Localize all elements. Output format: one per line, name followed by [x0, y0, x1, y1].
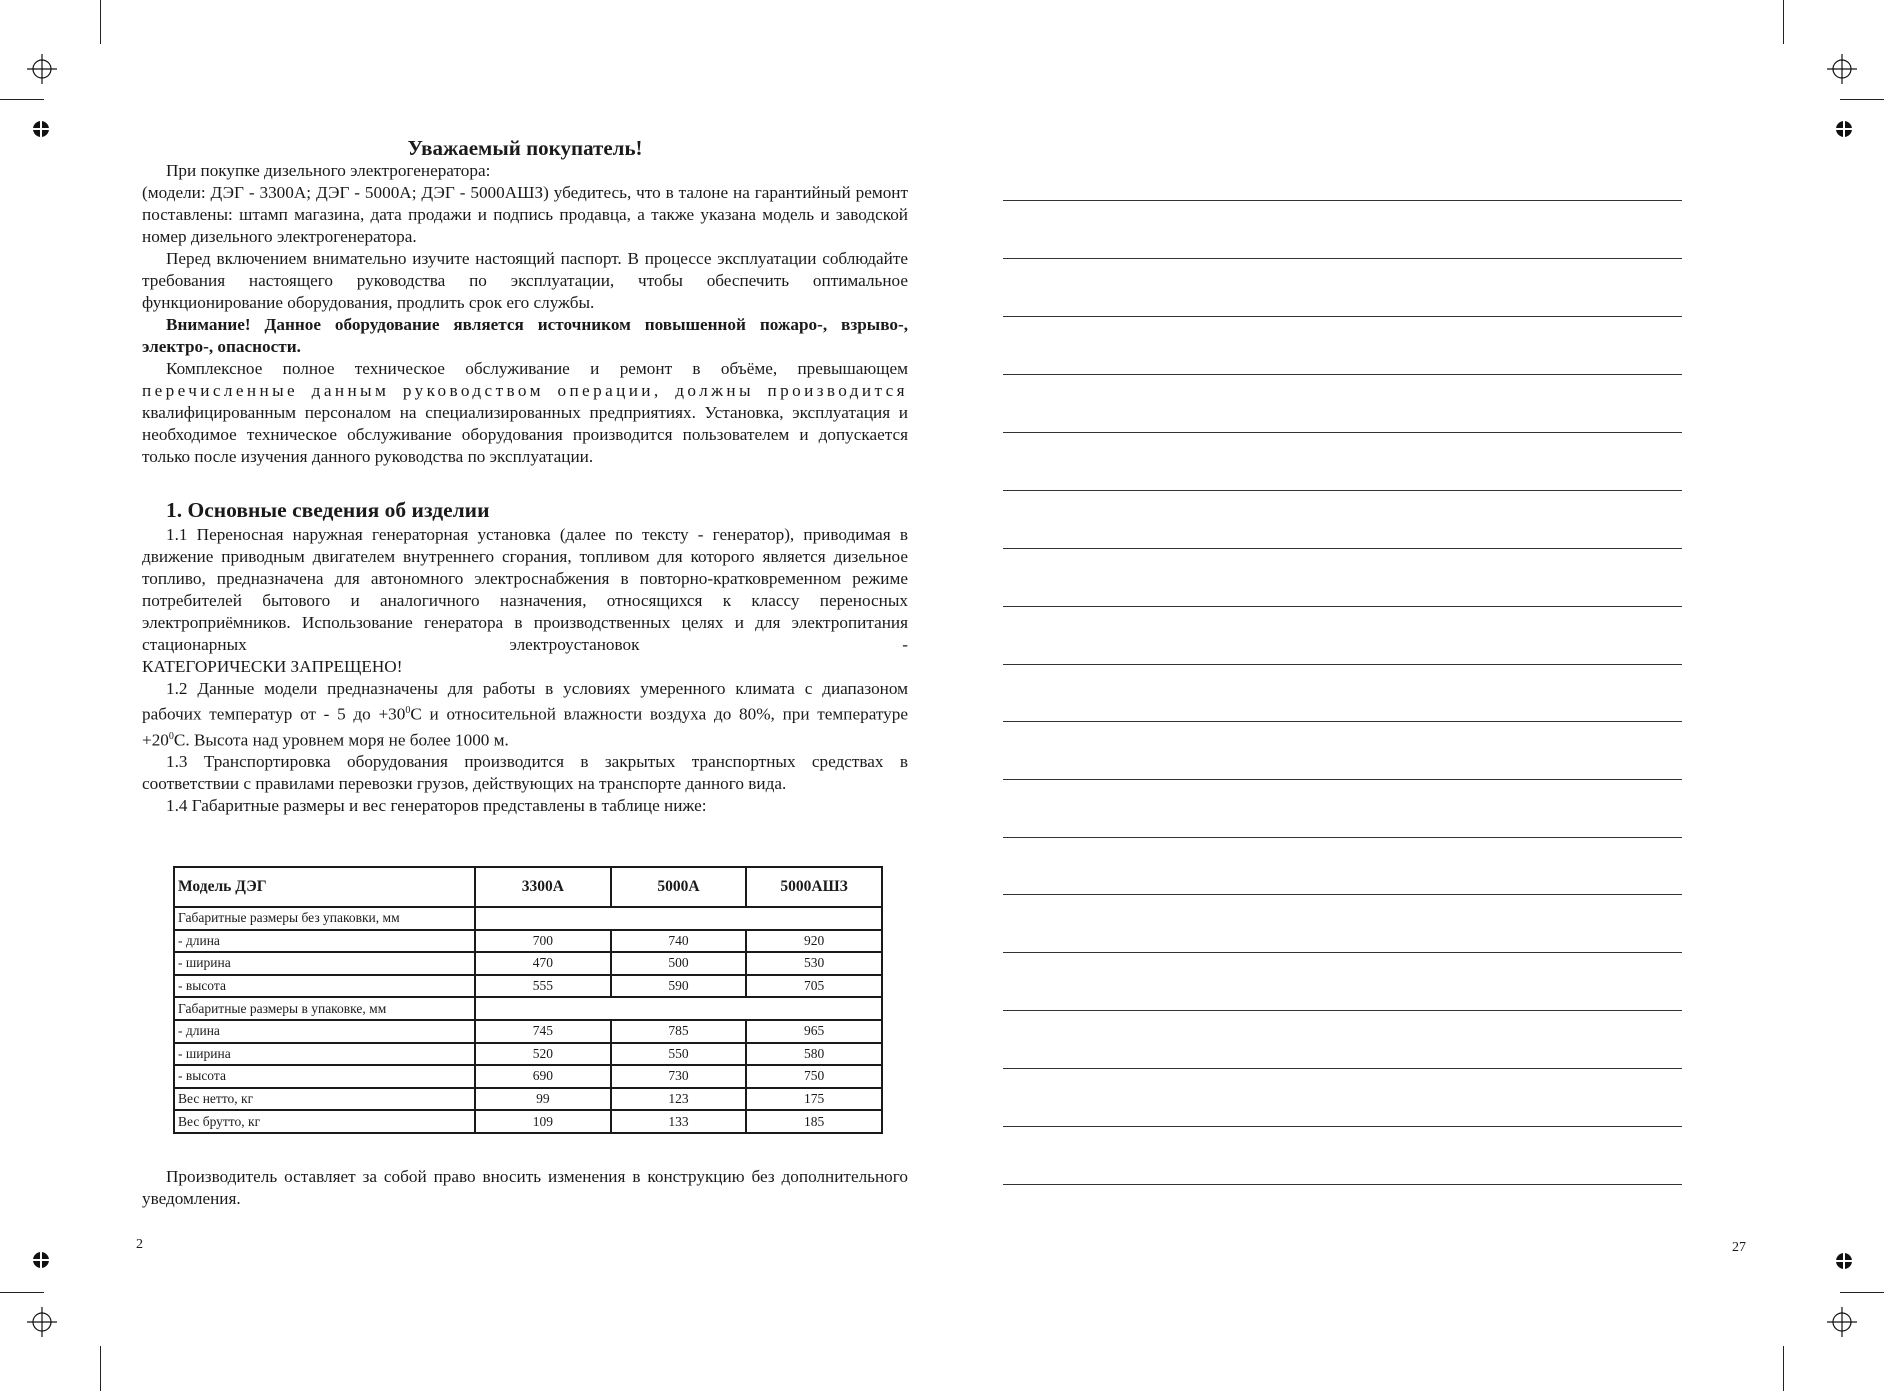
dimensions-table	[173, 866, 883, 1134]
note-line	[1003, 837, 1682, 838]
intro-paragraph: Перед включением внимательно изучите настоящий паспорт. В процессе эксплуатации соблюдайте требования настоящего руководства по эксплуатации, чтобы обеспечить оптимальное функционирование оборудования, продлить срок его службы.	[142, 249, 908, 312]
intro-section	[142, 160, 908, 468]
intro-paragraph: При покупке дизельного электрогенератора:	[166, 161, 491, 180]
note-line	[1003, 1126, 1682, 1127]
note-line	[1003, 606, 1682, 607]
note-line	[1003, 952, 1682, 953]
note-line	[1003, 316, 1682, 317]
registration-dot-icon	[33, 1252, 49, 1268]
crop-mark	[1840, 1292, 1884, 1293]
note-line	[1003, 548, 1682, 549]
crop-mark	[100, 0, 101, 44]
page-number: 2	[136, 1237, 143, 1252]
note-line	[1003, 779, 1682, 780]
crop-mark	[0, 99, 44, 100]
note-line	[1003, 374, 1682, 375]
note-line	[1003, 258, 1682, 259]
table-header-cell: 5000АШЗ	[746, 867, 882, 907]
crop-mark	[0, 1292, 44, 1293]
note-line	[1003, 721, 1682, 722]
section-paragraph: 1.1 Переносная наружная генераторная установка (далее по тексту - генератор), приводимая в движение приводным двигателем внутреннего сгорания, топливом для которого является дизельное топливо, предназначена для автономного электроснабжения в повторно-кратковременном режиме потребителей бытового и аналогичного назначения, относящихся к классу переносных электроприёмников. Использование генератора в производственных целях и для электропитания стационарных электроустановок -	[142, 525, 908, 654]
table-row: - ширина 520 550 580	[174, 1043, 882, 1066]
section-paragraph: 1.4 Габаритные размеры и вес генераторов представлены в таблице ниже:	[166, 796, 707, 816]
registration-dot-icon	[33, 121, 49, 137]
table-row: - длина 745 785 965	[174, 1020, 882, 1043]
section-paragraph: 1.3 Транспортировка оборудования производится в закрытых транспортных средствах в соответствии с правилами перевозки грузов, действующих на транспорте данного вида.	[142, 752, 908, 794]
intro-paragraph: перечисленные данным руководством операции, должны производится	[142, 381, 908, 400]
table-section-row	[174, 997, 882, 1020]
table-header-cell: Модель ДЭГ	[174, 867, 475, 907]
section-paragraph: КАТЕГОРИЧЕСКИ ЗАПРЕЩЕНО!	[142, 657, 403, 676]
table-row: - высота 555 590 705	[174, 975, 882, 998]
page-title: Уважаемый покупатель!	[407, 136, 643, 160]
registration-mark-icon	[1827, 54, 1857, 84]
table-header-row	[174, 867, 882, 907]
note-line	[1003, 200, 1682, 201]
note-line	[1003, 1010, 1682, 1011]
section-paragraph: 1.2 Данные модели предназначены для работы в условиях умеренного климата с диапазоном рабочих температур от - 5 до $+30^0С$ и относительной влажности воздуха до 80%, при температуре $+20^0С$. Высота над уровнем моря не более 1000 м.	[142, 679, 908, 750]
note-line	[1003, 894, 1682, 895]
crop-mark	[100, 1346, 101, 1391]
section-heading: 1. Основные сведения об изделии	[166, 498, 490, 522]
table-row: - ширина 470 500 530	[174, 952, 882, 975]
table-section-row	[174, 907, 882, 930]
crop-mark	[1783, 1346, 1784, 1391]
registration-dot-icon	[1836, 1253, 1852, 1269]
note-line	[1003, 432, 1682, 433]
table-row: Вес брутто, кг 109 133 185	[174, 1110, 882, 1133]
registration-mark-icon	[1827, 1307, 1857, 1337]
table-row: Вес нетто, кг 99 123 175	[174, 1088, 882, 1111]
table-header-cell: 5000А	[611, 867, 747, 907]
section-body	[142, 524, 908, 817]
registration-mark-icon	[27, 1307, 57, 1337]
crop-mark	[1783, 0, 1784, 44]
note-line	[1003, 1184, 1682, 1185]
table-section-label: Габаритные размеры в упаковке, мм	[174, 997, 475, 1020]
intro-paragraph: квалифицированным персоналом на специализированных предприятиях. Установка, эксплуатация и необходимое техническое обслуживание оборудования производится пользователем и допускается только после изучения данного руководства по эксплуатации.	[142, 403, 908, 466]
note-line	[1003, 1068, 1682, 1069]
note-line	[1003, 664, 1682, 665]
intro-paragraph: (модели: ДЭГ - 3300А; ДЭГ - 5000А; ДЭГ - 5000АШЗ) убедитесь, что в талоне на гарантийный ремонт поставлены: штамп магазина, дата продажи и подпись продавца, а также указана модель и заводской номер дизельного электрогенератора.	[142, 183, 908, 246]
table-header-cell: 3300А	[475, 867, 611, 907]
note-line	[1003, 490, 1682, 491]
table-row: - длина 700 740 920	[174, 930, 882, 953]
footnote: Производитель оставляет за собой право вносить изменения в конструкцию без дополнительного уведомления.	[142, 1167, 908, 1208]
warning-paragraph: Внимание! Данное оборудование является источником повышенной пожаро-, взрыво-, электро-, опасности.	[142, 315, 908, 356]
table-row: - высота 690 730 750	[174, 1065, 882, 1088]
intro-paragraph: Комплексное полное техническое обслуживание и ремонт в объёме, превышающем	[166, 359, 908, 378]
registration-dot-icon	[1836, 121, 1852, 137]
registration-mark-icon	[27, 54, 57, 84]
page-number: 27	[1732, 1240, 1746, 1255]
crop-mark	[1840, 99, 1884, 100]
table-section-label: Габаритные размеры без упаковки, мм	[174, 907, 475, 930]
